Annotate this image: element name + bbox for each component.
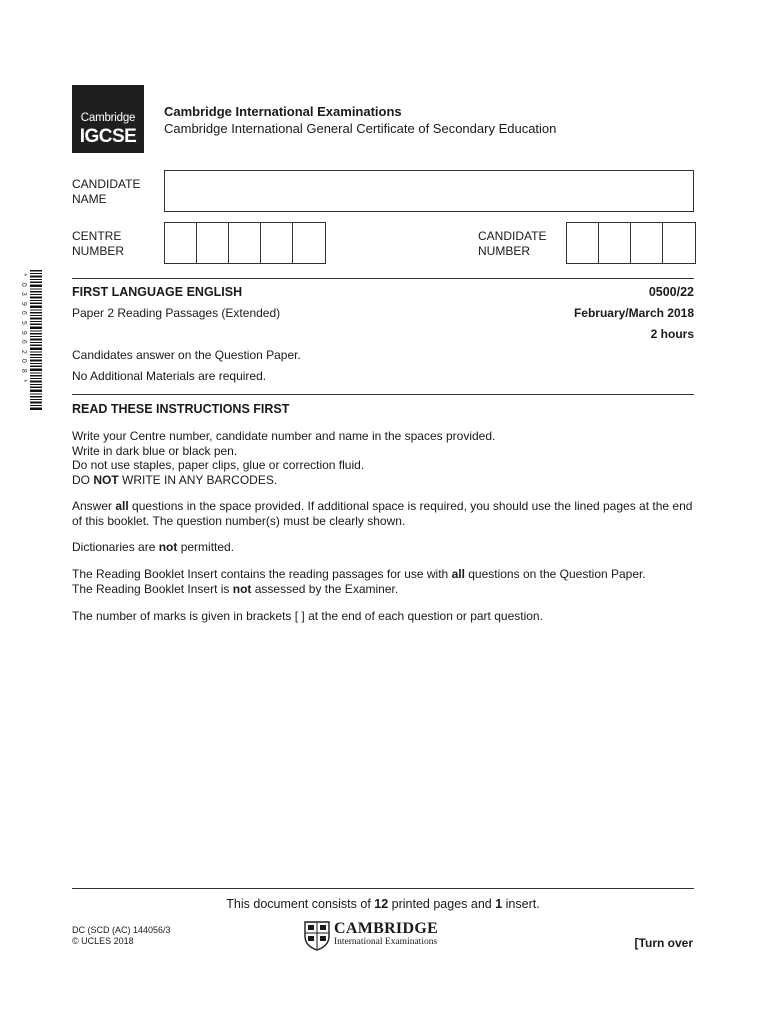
digit-cell[interactable] [567, 223, 599, 263]
cambridge-subtitle: International Examinations [334, 937, 438, 947]
text-run-bold: not [158, 540, 178, 554]
barcode-digit: 0 [19, 282, 27, 287]
label-line: NAME [72, 192, 107, 206]
instructions-heading: READ THESE INSTRUCTIONS FIRST [72, 402, 290, 416]
text-run: questions on the Question Paper. [464, 567, 646, 581]
cambridge-crest-icon [304, 921, 330, 951]
digit-cell[interactable] [599, 223, 631, 263]
instruction-line: Do not use staples, paper clips, glue or correction fluid. [72, 458, 365, 472]
text-run: Answer [72, 499, 116, 513]
digit-cell[interactable] [197, 223, 229, 263]
materials-line: No Additional Materials are required. [72, 369, 267, 383]
digit-cell[interactable] [293, 223, 325, 263]
barcode-digit: * [19, 378, 27, 382]
logo-text-cambridge: Cambridge [80, 112, 136, 124]
logo-text-igcse: IGCSE [79, 126, 137, 147]
candidate-name-field[interactable] [164, 170, 694, 212]
candidate-name-label [72, 177, 162, 207]
instruction-line: Write in dark blue or black pen. [72, 443, 238, 458]
barcode-digit: 6 [19, 340, 27, 344]
paper-code: 0500/22 [648, 285, 694, 299]
text-run: Dictionaries are [72, 540, 159, 554]
instruction-line [72, 473, 696, 488]
igcse-logo [72, 85, 144, 153]
divider [72, 888, 694, 889]
digit-cell[interactable] [165, 223, 197, 263]
subject-title: FIRST LANGUAGE ENGLISH [72, 285, 243, 299]
barcode-digit: * [19, 273, 27, 277]
instructions-paragraph [72, 499, 696, 528]
candidate-number-label [478, 229, 568, 259]
text-run: WRITE IN ANY BARCODES. [118, 472, 278, 487]
instructions-paragraph [72, 567, 696, 596]
digit-cell[interactable] [261, 223, 293, 263]
page-count: 12 [374, 897, 389, 911]
digit-cell[interactable] [663, 223, 695, 263]
divider [72, 394, 694, 395]
exam-session: February/March 2018 [573, 306, 694, 320]
text-run-bold: all [115, 499, 129, 513]
copyright: © UCLES 2018 [72, 936, 134, 946]
instructions-paragraph: The number of marks is given in brackets [ ] at the end of each question or part question. [72, 609, 543, 623]
instructions-paragraph [72, 540, 696, 555]
document-codes [72, 925, 171, 947]
cambridge-wordmark: CAMBRIDGE [334, 920, 439, 937]
candidate-number-field[interactable] [566, 222, 696, 264]
digit-cell[interactable] [631, 223, 663, 263]
text-run: printed pages and [388, 897, 496, 911]
text-run: permitted. [177, 540, 235, 554]
text-run: The Reading Booklet Insert is [72, 581, 233, 596]
barcode-digit: 9 [19, 301, 27, 306]
barcode-digit: 2 [19, 349, 27, 354]
instruction-line [72, 582, 696, 597]
org-name: Cambridge International Examinations [164, 104, 402, 119]
page-count-note [72, 897, 694, 911]
instruction-line: Write your Centre number, candidate number and name in the spaces provided. [72, 429, 496, 443]
paper-title: Paper 2 Reading Passages (Extended) [72, 306, 281, 320]
materials-line: Candidates answer on the Question Paper. [72, 348, 301, 362]
text-run: assessed by the Examiner. [251, 581, 399, 596]
barcode-digit: 5 [19, 320, 27, 325]
digit-cell[interactable] [229, 223, 261, 263]
label-line: NUMBER [478, 244, 531, 258]
text-run: DO [72, 472, 94, 487]
barcode-digit: 0 [19, 359, 27, 364]
insert-count: 1 [495, 897, 503, 911]
label-line: CENTRE [72, 229, 122, 243]
text-run: This document consists of [226, 897, 375, 911]
turn-over: [Turn over [634, 936, 693, 950]
qualification-name: Cambridge International General Certificate of Secondary Education [164, 121, 557, 136]
barcode-digit: 9 [19, 330, 27, 335]
label-line: CANDIDATE [72, 177, 141, 191]
text-run: insert. [502, 897, 540, 911]
centre-number-field[interactable] [164, 222, 326, 264]
centre-number-label [72, 229, 162, 259]
exam-duration: 2 hours [650, 327, 694, 341]
label-line: NUMBER [72, 244, 125, 258]
text-run: The Reading Booklet Insert contains the reading passages for use with [72, 567, 452, 581]
barcode-digit: 8 [19, 368, 27, 373]
barcode-digit: 6 [19, 311, 27, 316]
label-line: CANDIDATE [478, 229, 547, 243]
text-run-bold: all [451, 567, 465, 581]
barcode-digits [18, 270, 28, 410]
instructions-paragraph [72, 429, 696, 487]
text-run: questions in the space provided. If additional space is required, you should use the lined pages at the end of this booklet. The question number(s) must be clearly shown. [72, 499, 693, 528]
text-run-bold: NOT [93, 472, 119, 487]
divider [72, 278, 694, 279]
dc-code: DC (SCD (AC) 144056/3 [72, 925, 171, 935]
instruction-line [72, 567, 696, 582]
text-run-bold: not [232, 581, 252, 596]
barcode-digit: 3 [19, 292, 27, 296]
barcode [30, 270, 42, 410]
